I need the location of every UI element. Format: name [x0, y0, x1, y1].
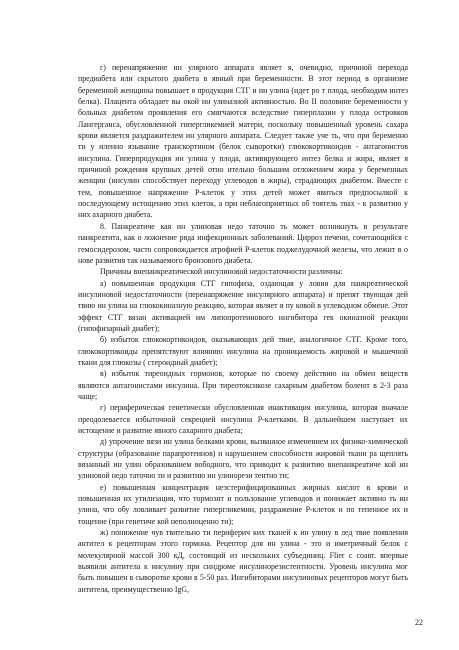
paragraph: г) периферическая генетически обусловленная инактивация инсулина, которая вначале преодолевается избыточной секрецией инсулина Р-клетками. В дальнейшем наступает их истощение и развитие явного сахарного диабета;: [78, 403, 408, 435]
paragraph: ж) понижение чув твительно ти периферич ких тканей к ин улину в лед твие появления антител к рецепторам этого гормона. Рецептор для ин улина - это и иметричный белок с молекулярной массой 300 кД, состоящий из нескольких субъединиц. Flier с соавт. впервые выявили антитела к инсулину при синдроме инсулинорезистентности. Уровень инсулина мог быть повышен в сыворотке крови в 5-50 раз. Ингибиторами инсулиновых рецепторов могут быть антитела, преимущественно IgG,: [78, 528, 408, 594]
page-number: 22: [415, 618, 423, 627]
paragraph: г) перенапряжение ин улярного аппарата являет я, очевидно, причиной перехода предиабета или скрытого диабета в явный при беременности. В этот период в организме беременной женщины повышает я продукция СТГ и ин улина (идет ро т плода, необходим интез белка). Плацента обладает вы окой ин улиназной активностью. Во II половине беременности у больных диабетом проявления его смягчаются вследствие гиперплазии у плода островков Лангерганса, обусловленной гипергликемией матери, поскольку повышенный уровень сахара крови является раздражителем ин улярного аппарата. Следует также уче ть, что при беременно ти у иленно язывание транскортином (белок сыворотки) глюкокортикоидов - антагонистов инсулина. Гиперпродукция ин улина у плода, активирующего интез белка и жира, являет я причиной рождения крупных детей отно ительно большим отложением жира у беременных женщин (инсулин способствует переходу углеводов в жиры), страдающих диабетом. Вместе с тем, повышенное напряжение Р-клеток у этих детей может явиться предпосылкой к последующему истощению этих клеток, а при неблагоприятных об тоятель твах - к развитию у них ахарного диабета.: [78, 63, 408, 220]
paragraph: б) избыток глюкокортикоидов, оказывающих дей твие, аналогичное СТГ. Кроме того, глюкокортикоиды препятствуют влиянию инсулина на проницаемость жировой и мышечной ткани для глюкозы ( стероидный диабет);: [78, 335, 408, 367]
paragraph: в) избыток тиреоидных гормонов, которые по своему действию на обмен веществ являются антагонистами инсулина. При тиреотоксикозе сахарным диабетом болеют в 2-3 раза чаще;: [78, 369, 408, 401]
paragraph: д) упрочение вязи ин улина белками крови, вызванное изменением их физико-химической структуры (образование парапротеинов) и нарушением способности жировой ткани ра щеплять вязанный ин улин образованием вободного, что приводит к развитию внепанкреатиче кой ин улиновой недо таточно ти и развитию ин улинорези тентно ти;: [78, 437, 408, 481]
paragraph: е) повышенная концентрация неэстерифицированных жирных кислот в крови и повышенная их утилизация, что тормозит и пользование углеводов и понижает активно ть ин улина, что обу ловливает развитие гипергликемии, раздражение Р-клеток и по тепенное их и тощение (при генетиче кой неполноценно ти);: [78, 482, 408, 526]
paragraph: 8. Панкреатиче кая ин улиновая недо таточно ть может возникнуть в результате панкреатита, как о ложнение ряда инфекционных заболеваний. Цирроз печени, сочетающийся с гемосидерозом, часто сопровождается атрофией Р-клеток поджелудочной железы, что лежит в о нове развития так называемого бронзового диабета.: [78, 221, 408, 265]
paragraph: а) повышенная продукция СТГ гипофиза, оздающая у ловия для панкреатической инсулиновой недостаточности (перенапряжение инсулярного аппарата) и препят твующая дей твию ин улина на глюкокиназную реакцию, которая являет я пу ковой в углеводном обмене. Этот эффект СТГ вязан активацией им липопротеинового ингибитора гек окиназной реакции (гипофизарный диабет);: [78, 278, 408, 333]
page-text: [78, 62, 408, 595]
paragraph: Причины внепанкреатической инсулиновой недостаточности различны:: [100, 267, 343, 277]
